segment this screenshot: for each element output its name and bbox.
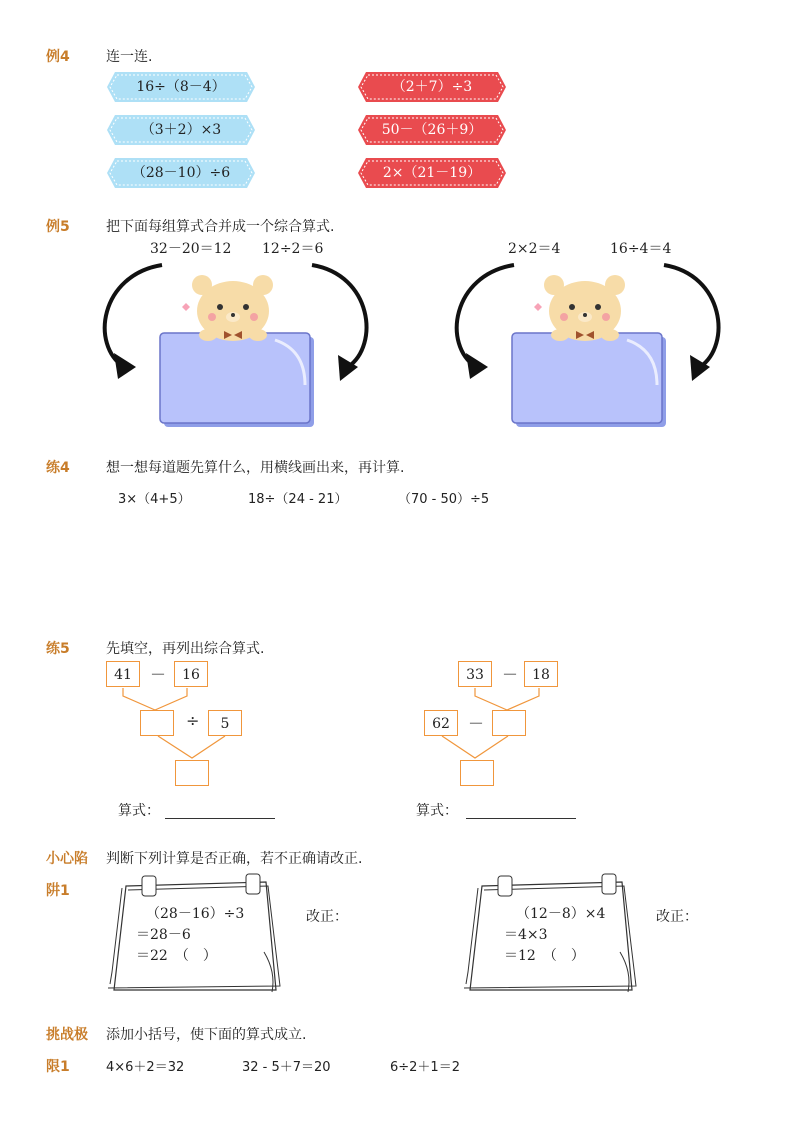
challenge-item-2: 32 - 5＋7＝20	[242, 1060, 331, 1075]
example-5-tag: 例5	[46, 219, 70, 235]
left-curved-arrow-icon	[457, 265, 514, 367]
calendar-paper-left-icon	[104, 872, 284, 997]
left-formula-label: 算式：	[118, 803, 160, 819]
right-expression-text: （2＋7）÷3	[391, 79, 473, 95]
trap-tag-line1: 小心陷	[46, 851, 88, 867]
practice-4-item-2: 18÷（24 - 21）	[248, 492, 348, 507]
right-expression-card-2[interactable]	[358, 115, 506, 145]
challenge-item-1: 4×6＋2＝32	[106, 1060, 185, 1075]
trap-instruction: 判断下列计算是否正确，若不正确请改正.	[106, 851, 363, 867]
right-blank-result[interactable]	[460, 760, 494, 786]
bear-board-illustration-2	[452, 255, 732, 435]
right-operator-1: －	[502, 665, 519, 684]
left-expression-card-1[interactable]	[107, 72, 255, 102]
challenge-tag-line2: 限1	[46, 1059, 70, 1075]
calendar-paper-right-icon	[460, 872, 640, 997]
trap-right-line-3: ＝12 （ ）	[504, 948, 585, 964]
left-expression-text: 16÷（8－4）	[136, 79, 226, 95]
bear-board-illustration-1	[100, 255, 380, 435]
example-4-tag: 例4	[46, 49, 70, 65]
group2-expr-1: 2×2＝4	[508, 241, 561, 257]
left-number-a: 41	[106, 661, 140, 687]
trap-right-line-2: ＝4×3	[504, 927, 548, 943]
practice-4-item-1: 3×（4+5）	[118, 492, 191, 507]
trap-left-line-2: ＝28－6	[136, 927, 191, 943]
left-blank-1[interactable]	[140, 710, 174, 736]
right-expression-text: 50－（26＋9）	[381, 122, 483, 138]
trap-left-fix-label: 改正：	[306, 909, 348, 925]
left-curved-arrow-icon	[105, 265, 162, 367]
trap-left-line-1: （28－16）÷3	[146, 906, 245, 922]
left-expression-card-3[interactable]	[107, 158, 255, 188]
right-expression-card-3[interactable]	[358, 158, 506, 188]
left-expression-text: （3＋2）×3	[140, 122, 222, 138]
practice-5-instruction: 先填空，再列出综合算式.	[106, 641, 265, 657]
right-operator-2: －	[468, 714, 485, 733]
group1-expr-1: 32－20＝12	[150, 241, 232, 257]
example-4-instruction: 连一连.	[106, 49, 153, 65]
right-number-b: 18	[524, 661, 558, 687]
left-expression-card-2[interactable]	[107, 115, 255, 145]
example-5-instruction: 把下面每组算式合并成一个综合算式.	[106, 219, 335, 235]
left-blank-result[interactable]	[175, 760, 209, 786]
left-expression-text: （28－10）÷6	[131, 165, 231, 181]
right-number-c: 62	[424, 710, 458, 736]
trap-right-fix-label: 改正：	[656, 909, 698, 925]
right-blank-1[interactable]	[492, 710, 526, 736]
practice-4-item-3: （70 - 50）÷5	[398, 492, 490, 507]
left-operator-1: －	[150, 665, 167, 684]
trap-right-line-1: （12－8）×4	[516, 906, 606, 922]
right-curved-arrow-icon	[312, 265, 366, 367]
right-curved-arrow-icon	[664, 265, 718, 367]
practice-4-instruction: 想一想每道题先算什么，用横线画出来，再计算.	[106, 460, 405, 476]
group1-expr-2: 12÷2＝6	[262, 241, 324, 257]
left-number-c: 5	[208, 710, 242, 736]
left-operator-2: ÷	[186, 711, 200, 730]
right-formula-answer-line[interactable]	[466, 818, 576, 819]
right-formula-label: 算式：	[416, 803, 458, 819]
challenge-item-3: 6÷2＋1＝2	[390, 1060, 460, 1075]
bear-icon	[182, 275, 273, 341]
left-formula-answer-line[interactable]	[165, 818, 275, 819]
trap-tag-line2: 阱1	[46, 883, 70, 899]
left-number-b: 16	[174, 661, 208, 687]
challenge-instruction: 添加小括号，使下面的算式成立.	[106, 1027, 307, 1043]
right-expression-card-1[interactable]	[358, 72, 506, 102]
bear-icon	[534, 275, 625, 341]
challenge-tag-line1: 挑战极	[46, 1027, 88, 1043]
group2-expr-2: 16÷4＝4	[610, 241, 672, 257]
practice-5-tag: 练5	[46, 641, 70, 657]
right-expression-text: 2×（21－19）	[382, 165, 482, 181]
trap-left-line-3: ＝22 （ ）	[136, 948, 217, 964]
right-number-a: 33	[458, 661, 492, 687]
practice-4-tag: 练4	[46, 460, 70, 476]
